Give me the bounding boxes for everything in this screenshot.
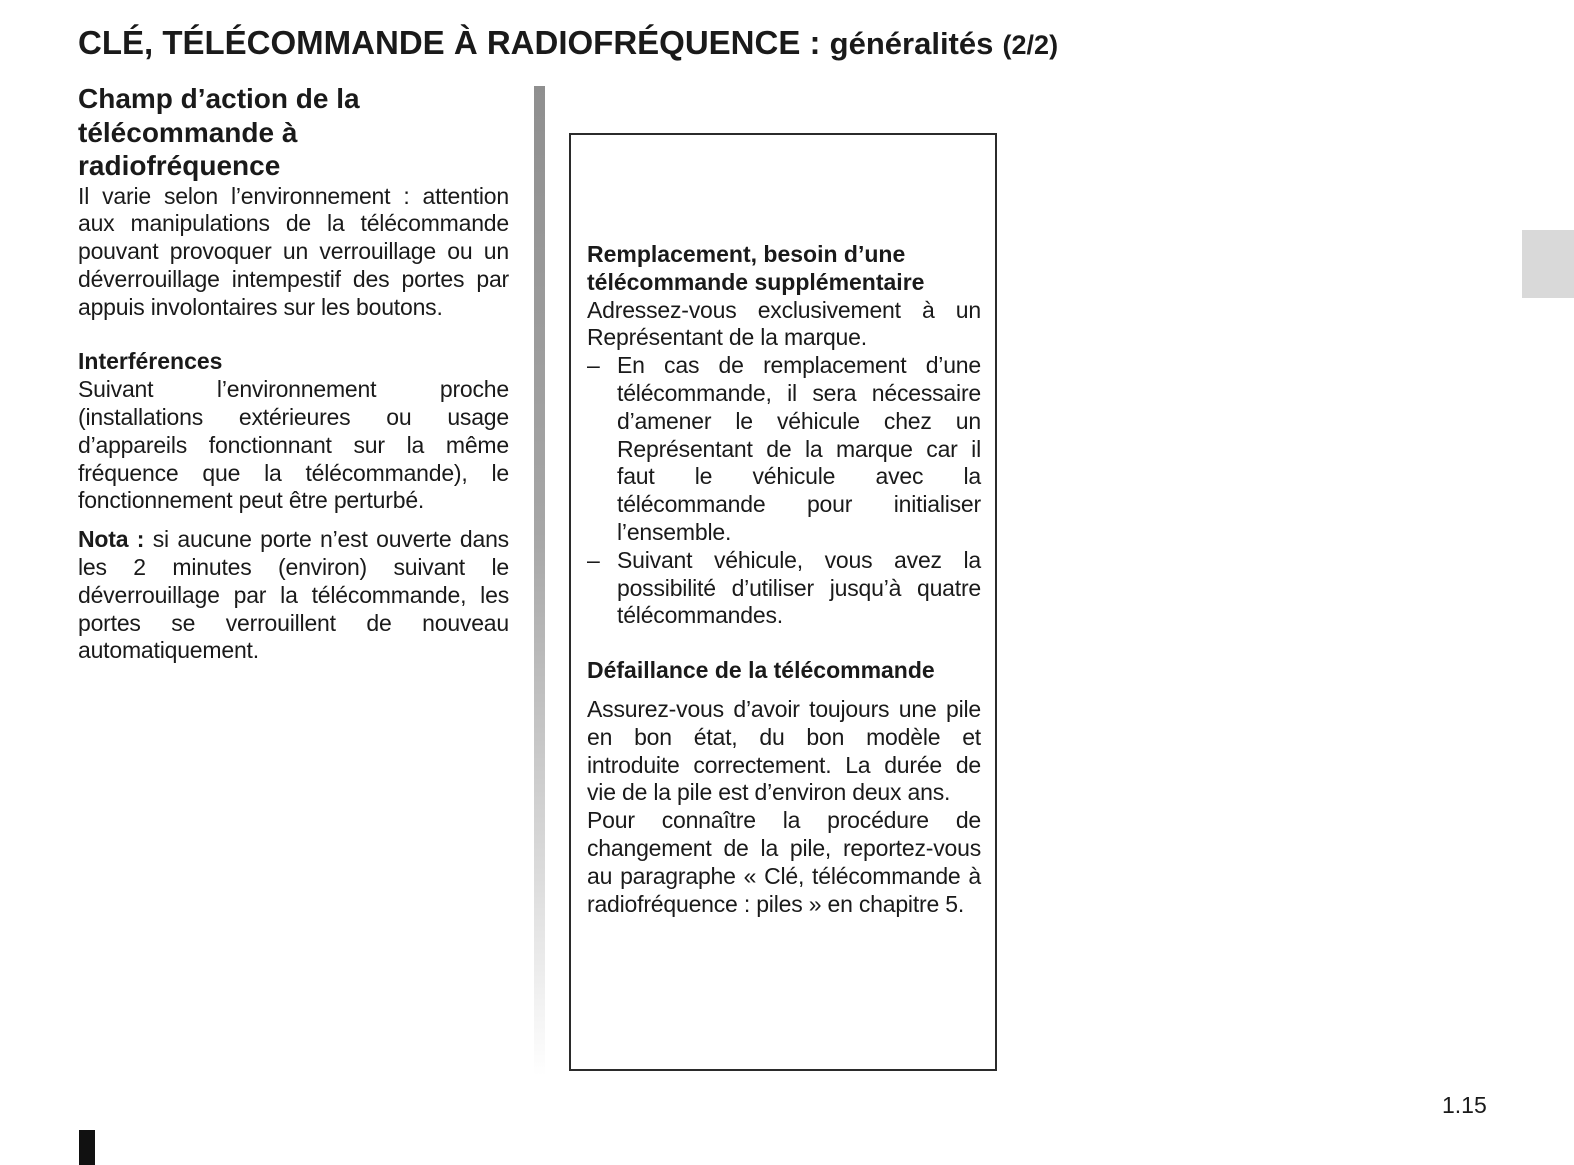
spacer [587, 685, 981, 696]
range-paragraph: Il varie selon l’environnement : attention aux manipulations de la télécommande pouvant provoquer un verrouillage ou un déverrouillage intempestif des portes par appuis involontaires sur les boutons. [78, 182, 509, 320]
corner-marker [79, 1130, 95, 1165]
page-title-tail: généralités [829, 26, 994, 61]
replacement-heading: Remplacement, besoin d’une télécommande supplémentaire [587, 241, 925, 295]
failure-paragraph: Assurez-vous d’avoir toujours une pile en bon état, du bon modèle et introduite correctement. La durée de vie de la pile est d’environ deux ans. [587, 695, 981, 806]
list-item-text: En cas de remplacement d’une télécommande, il sera nécessaire d’amener le véhicule chez un Représentant de la marque car il faut le véhicule avec la télécommande pour initialiser l’ensemble. [617, 352, 981, 545]
dash-bullet: – [587, 352, 600, 379]
battery-procedure-paragraph: Pour connaître la procédure de changement de la pile, reportez-vous au paragraphe « Clé, télécommande à radiofréquence : piles » en chapitre 5. [587, 807, 981, 917]
failure-heading: Défaillance de la télécommande [587, 657, 935, 684]
list-item-text: Suivant véhicule, vous avez la possibilité d’utiliser jusqu’à quatre télécommandes. [617, 546, 981, 629]
column-divider [534, 86, 545, 1076]
replacement-paragraph: Adressez-vous exclusivement à un Représentant de la marque. [587, 296, 981, 351]
page-title-main: CLÉ, TÉLÉCOMMANDE À RADIOFRÉQUENCE : [78, 24, 821, 61]
dash-bullet: – [587, 546, 600, 573]
spacer [78, 321, 509, 348]
info-box-content [587, 241, 981, 918]
spacer [587, 630, 981, 657]
interference-paragraph: Suivant l’environnement proche (installations extérieures ou usage d’appareils fonctionnant sur la même fréquence que la télécommande), le fonctionnement peut être perturbé. [78, 376, 509, 514]
nota-label: Nota : [78, 526, 145, 553]
page-title-count: (2/2) [1002, 30, 1059, 60]
section-heading-range: Champ d’action de la télécommande à radiofréquence [78, 83, 360, 181]
page-number: 1.15 [1442, 1092, 1487, 1118]
nota-paragraph [78, 526, 509, 665]
interference-heading: Interférences [78, 348, 223, 375]
left-column [78, 82, 509, 665]
info-box [569, 133, 997, 1071]
nota-text: si aucune porte n’est ouverte dans les 2 minutes (environ) suivant le déverrouillage par la télécommande, les portes se verrouillent de nouveau automatiquement. [78, 526, 509, 664]
spacer [78, 515, 509, 526]
chapter-tab [1522, 230, 1574, 298]
list-item [587, 547, 981, 630]
page-title [78, 24, 1058, 62]
list-item [587, 352, 981, 547]
